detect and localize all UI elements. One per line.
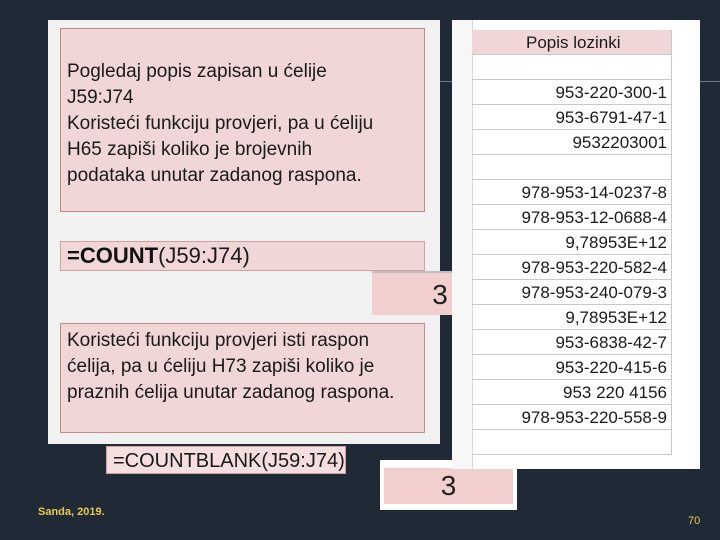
- spreadsheet-cell[interactable]: 978-953-12-0688-4: [472, 205, 672, 230]
- spreadsheet-cell[interactable]: 953 220 4156: [472, 380, 672, 405]
- task-2-line: Koristeći funkciju provjeri isti raspon: [67, 330, 370, 351]
- spreadsheet-cell[interactable]: 953-220-415-6: [472, 355, 672, 380]
- spreadsheet-cell[interactable]: 9,78953E+12: [472, 230, 672, 255]
- task-1-line: podataka unutar zadanog raspona.: [67, 165, 362, 186]
- task-1-line: H65 zapiši koliko je brojevnih: [67, 139, 313, 160]
- formula-args: (J59:J74): [158, 243, 250, 268]
- countblank-result-fill: [384, 468, 513, 504]
- spreadsheet-cell[interactable]: [472, 430, 672, 455]
- spreadsheet-cell[interactable]: 953-220-300-1: [472, 80, 672, 105]
- spreadsheet-cell[interactable]: [472, 155, 672, 180]
- page-number: 70: [688, 515, 701, 527]
- task-1-box: [60, 28, 425, 212]
- column-header-cell[interactable]: [472, 30, 672, 55]
- footer-author: Sanda, 2019.: [38, 506, 105, 518]
- instructions-panel: [48, 20, 440, 444]
- count-result-value: 3: [432, 279, 448, 310]
- task-2-line: praznih ćelija unutar zadanog raspona.: [67, 382, 395, 403]
- spreadsheet-cell[interactable]: 9532203001: [472, 130, 672, 155]
- countblank-formula[interactable]: [106, 446, 346, 474]
- column-header-label: Popis lozinki: [526, 33, 621, 52]
- spreadsheet-cell[interactable]: 978-953-14-0237-8: [472, 180, 672, 205]
- spreadsheet-panel: [452, 20, 700, 469]
- task-2-box: [60, 323, 425, 433]
- countblank-formula-text: =COUNTBLANK(J59:J74): [113, 450, 345, 472]
- task-1-line: J59:J74: [67, 87, 134, 108]
- spreadsheet-cell[interactable]: 978-953-220-582-4: [472, 255, 672, 280]
- spreadsheet-cell[interactable]: [472, 55, 672, 80]
- spreadsheet-cell[interactable]: 953-6838-42-7: [472, 330, 672, 355]
- task-2-line: ćelija, pa u ćeliju H73 zapiši koliko je: [67, 356, 375, 377]
- task-1-line: Pogledaj popis zapisan u ćelije: [67, 61, 327, 82]
- formula-function: =COUNT: [67, 243, 159, 268]
- spreadsheet-gutter-column: [452, 20, 473, 469]
- spreadsheet-cell[interactable]: 9,78953E+12: [472, 305, 672, 330]
- spreadsheet-cell[interactable]: 978-953-220-558-9: [472, 405, 672, 430]
- spreadsheet-cell[interactable]: 953-6791-47-1: [472, 105, 672, 130]
- spreadsheet-cell[interactable]: 978-953-240-079-3: [472, 280, 672, 305]
- countblank-result-value: 3: [440, 470, 457, 501]
- count-formula[interactable]: [60, 241, 425, 271]
- task-1-line: Koristeći funkciju provjeri, pa u ćeliju: [67, 113, 374, 134]
